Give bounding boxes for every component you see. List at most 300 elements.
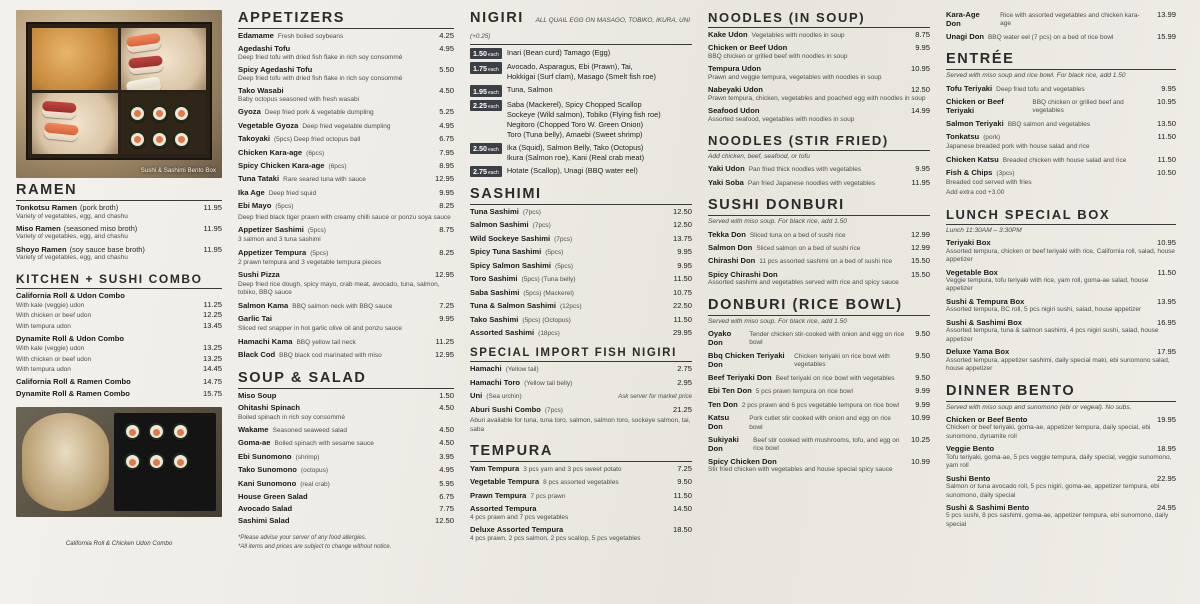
item-price: 12.25 [202, 310, 222, 320]
item-price: 14.45 [202, 364, 222, 373]
section-sushi-donburi [708, 197, 930, 287]
tempura-heading: TEMPURA [470, 443, 692, 462]
menu-item [470, 504, 692, 522]
item-subtitle: (pork broth) [80, 203, 119, 212]
item-price: 11.95 [203, 223, 222, 233]
item-name: Saba Sashimi [470, 287, 520, 297]
item-name: Tako Sashimi [470, 314, 519, 324]
item-name: Wakame [238, 425, 269, 434]
menu-item [708, 30, 930, 40]
menu-item [470, 315, 692, 325]
donburi-heading: DONBURI (RICE BOWL) [708, 297, 930, 316]
menu-item [470, 207, 692, 217]
menu-item [946, 132, 1176, 151]
menu-item [238, 301, 454, 311]
item-name: Assorted Sashimi [470, 327, 535, 337]
menu-item [946, 415, 1176, 441]
menu-item [946, 347, 1176, 373]
sushi-donburi-note: Served with miso soup. For black rice, add 1.50 [708, 218, 847, 226]
dinner-note: Served with miso soup and sunomono (ebi or vegeal). No subs. [946, 403, 1132, 411]
udon-bowl [22, 413, 109, 511]
item-price: 18.50 [672, 525, 692, 535]
sashimi-heading: SASHIMI [470, 186, 692, 205]
item-price: 11.95 [911, 177, 930, 187]
menu-item [470, 405, 692, 415]
item-name: Kara-Age Don [946, 10, 980, 28]
item-subtitle: (soy sauce base broth) [69, 244, 145, 254]
menu-item [238, 504, 454, 513]
nigiri-price-unit: each [488, 169, 499, 176]
item-description: BBQ salmon neck with BBQ sauce [292, 302, 393, 310]
section-special-import-nigiri [470, 347, 692, 434]
menu-item [238, 465, 454, 475]
item-description: Assorted tempura, tuna & salmon sashimi, 4 pcs nigiri sushi, salad, house appetizer [946, 327, 1159, 343]
item-name: Chicken Kara-age [238, 147, 303, 157]
item-name: Kani Sunomono [238, 478, 297, 488]
item-option-label: With chicken or beef udon [16, 355, 92, 363]
item-name: Assorted Tempura [470, 504, 537, 514]
section-noodles-soup [708, 10, 930, 124]
item-description: Beef teriyaki on rice bowl with vegetables [775, 374, 895, 382]
item-name: Beef Teriyaki Don [708, 372, 772, 382]
item-description: (5pcs) [555, 262, 574, 270]
menu-item [238, 121, 454, 131]
menu-item [238, 325, 454, 333]
nigiri-item-list [507, 48, 692, 58]
nigiri-item-line: Ikura (Salmon roe), Kani (Real crab meat) [506, 152, 645, 162]
item-option-label: With tempura udon [16, 366, 71, 373]
item-name: Shoyo Ramen [16, 244, 67, 254]
item-price: 13.50 [1156, 118, 1176, 128]
column-appetizers [230, 10, 462, 596]
item-name: Teriyaki Box [946, 238, 991, 248]
nigiri-price-group [470, 100, 692, 140]
nigiri-price-badge: 1.50each [470, 48, 502, 59]
menu-item [470, 464, 692, 474]
item-price: 11.95 [203, 203, 222, 212]
item-name: Tonkotsu Ramen [16, 203, 78, 212]
item-description: Rice with assorted vegetables and chicken kara-age [1000, 12, 1140, 28]
item-name: Yaki Soba [708, 177, 744, 187]
item-price: 9.95 [677, 247, 692, 257]
nigiri-price-badge: 1.75each [470, 62, 502, 73]
item-description: Sliced red snapper in hot garlic olive oil and ponzu sauce [238, 325, 403, 333]
item-description: Assorted seafood, vegetables with noodles in soup [708, 115, 855, 123]
item-description: Deep fried squid [268, 189, 317, 197]
item-description: BBQ chicken or grilled beef and vegetables [1032, 98, 1124, 115]
item-name: Hamachi Toro [470, 377, 521, 387]
item-price: 4.50 [439, 86, 454, 96]
item-name: Deluxe Assorted Tempura [470, 525, 564, 535]
tempura-compartment [32, 28, 118, 90]
section-appetizers [238, 10, 454, 361]
section-ramen [16, 182, 222, 263]
bento-compartments [26, 22, 212, 160]
item-price: 22.95 [1156, 473, 1176, 483]
item-description: Chicken teriyaki on rice bowl with vegetables [794, 352, 890, 369]
item-price: 8.25 [439, 201, 454, 211]
item-name: Salmon Teriyaki [946, 118, 1004, 128]
item-description: (5pcs) [275, 203, 294, 211]
item-price: 12.50 [672, 207, 692, 216]
item-subdescription: Breaded cod served with fries [946, 179, 1032, 187]
item-name: Sashimi Salad [238, 516, 290, 526]
menu-item [238, 403, 454, 412]
menu-item [708, 230, 930, 240]
menu-item [470, 378, 692, 388]
menu-item [708, 64, 930, 82]
menu-item [946, 168, 1176, 187]
item-name: Ika Age [238, 187, 265, 197]
item-price: 4.95 [439, 465, 454, 475]
nigiri-item-list [507, 166, 692, 176]
item-price: 11.50 [673, 274, 692, 284]
item-description: Baby octopus seasoned with fresh wasabi [238, 95, 360, 103]
item-name: Edamame [238, 31, 274, 40]
item-name: Tuna & Salmon Sashimi [470, 301, 556, 311]
section-kitchen-sushi-combo [16, 272, 222, 399]
menu-item [238, 44, 454, 62]
menu-item [946, 318, 1176, 344]
menu-item [238, 438, 454, 448]
menu-item [470, 477, 692, 487]
menu-item [16, 203, 222, 221]
item-price: 15.50 [910, 256, 930, 266]
import-heading: SPECIAL IMPORT FISH NIGIRI [470, 347, 692, 362]
sashimi-compartment [32, 93, 118, 155]
item-description: Deep fried vegetable dumpling [302, 122, 391, 130]
menu-item [238, 281, 454, 298]
item-description: (7pcs) [554, 235, 573, 243]
item-name: Vegetable Box [946, 267, 998, 277]
item-name: California Roll & Ramen Combo [16, 377, 131, 387]
item-name: Salmon Sashimi [470, 220, 529, 230]
menu-item [946, 189, 1176, 197]
item-option-label: With tempura udon [16, 322, 71, 330]
item-price: 4.95 [439, 44, 454, 54]
item-description: Sliced salmon on a bed of sushi rice [756, 244, 861, 252]
item-price: 7.25 [439, 300, 454, 310]
item-price: 4.50 [439, 425, 454, 434]
item-name: Fish & Chips [946, 168, 993, 178]
menu-item [946, 238, 1176, 264]
item-price: 11.25 [203, 299, 222, 309]
item-name: Tonkatsu [946, 132, 980, 142]
menu-item [238, 314, 454, 323]
item-price: 13.75 [672, 233, 692, 243]
item-price: 8.95 [439, 161, 454, 170]
section-entree [946, 51, 1176, 198]
item-name: Takoyaki [238, 134, 270, 144]
item-price: 11.50 [1157, 267, 1176, 277]
item-description: Assorted tempura, appetizer sashimi, daily special maki, ebi sunomono salad, house appetizer [946, 356, 1170, 373]
item-description: BBQ water eel (7 pcs) on a bed of rice bowl [987, 33, 1114, 41]
nigiri-price-group [470, 143, 692, 163]
nigiri-price-group [470, 166, 692, 177]
item-description: (5pcs) Deep fried octopus ball [273, 136, 361, 144]
item-name: Chirashi Don [708, 256, 756, 266]
bento-box-photo [16, 10, 222, 178]
menu-item [708, 435, 930, 454]
item-description: Prawn tempura, chicken, vegetables and poached egg with noodles in soup [708, 94, 926, 102]
item-name: Dynamite Roll & Udon Combo [16, 334, 124, 344]
item-price: 15.50 [910, 269, 930, 279]
column-photos-ramen [8, 10, 230, 596]
item-description: BBQ black cod marinated with miso [279, 352, 382, 360]
menu-item [238, 214, 454, 222]
item-name: Sushi & Tempura Box [946, 296, 1025, 306]
section-donburi [708, 297, 930, 475]
item-description: Boiled spinach in rich soy consommé [238, 413, 345, 421]
item-description: (5pcs) [545, 249, 564, 257]
item-name: Tako Sunomono [238, 465, 297, 475]
item-price: 12.50 [672, 220, 692, 230]
item-description: Seasoned seaweed salad [272, 427, 347, 434]
nigiri-item-line: Avocado, Asparagus, Ebi (Prawn), Tai, [506, 62, 633, 72]
item-description: (real crab) [300, 480, 330, 488]
item-name: Miso Soup [238, 390, 277, 400]
bento-photo-caption: Sushi & Sashimi Bento Box [140, 167, 216, 174]
column-noodles-donburi [700, 10, 938, 596]
item-description: (shrimp) [295, 453, 320, 461]
item-price: 6.75 [439, 134, 454, 144]
item-price: 29.95 [672, 327, 692, 337]
menu-item [708, 351, 930, 370]
item-name: Spicy Salmon Sashimi [470, 260, 552, 270]
menu-item [708, 329, 930, 348]
item-price: 10.95 [910, 64, 930, 74]
nigiri-item-line: Tuna, Salmon [506, 85, 553, 95]
item-price: 9.99 [915, 399, 930, 409]
noodles-stir-note: Add chicken, beef, seafood, or tofu [708, 153, 810, 161]
appetizers-heading: APPETIZERS [238, 10, 454, 29]
item-name: Sushi Pizza [238, 269, 280, 279]
item-description: Assorted tempura, BC roll, 5 pcs nigiri sushi, salad, house appetizer [946, 306, 1142, 314]
item-description: (3pcs) [996, 170, 1015, 178]
item-description: Variety of vegetables, egg, and chashu [16, 233, 128, 241]
item-name: Hamachi [470, 364, 502, 374]
item-name: House Green Salad [238, 492, 308, 502]
menu-item [946, 32, 1176, 42]
item-name: Unagi Don [946, 31, 984, 41]
menu-item [238, 425, 454, 435]
nigiri-price-unit: each [488, 52, 499, 59]
item-description: Aburi available for tuna, tuna toro, salmon, salmon toro, sockeye salmon, tai, saba [470, 417, 691, 433]
menu-item [708, 256, 930, 266]
item-description: Veggie tempura, tofu teriyaki with rice, yam roll, goma-ae salad, house appetizer [946, 277, 1149, 293]
item-price: 12.95 [434, 174, 454, 184]
item-name: Dynamite Roll & Ramen Combo [16, 389, 130, 399]
item-description: Add extra cod +3.00 [946, 189, 1005, 197]
item-name: Ebi Ten Don [708, 386, 752, 396]
item-price: 1.50 [439, 390, 454, 400]
menu-item [238, 337, 454, 347]
item-description: (Yellow tail) [505, 366, 539, 374]
menu-item [946, 297, 1176, 315]
item-price: 14.50 [672, 504, 692, 514]
item-description: Pork cutlet stir cooked with onion and egg on rice bowl [749, 415, 891, 431]
item-description: Pan fried Japanese noodles with vegetables [747, 179, 876, 187]
nigiri-price-badge: 2.75each [470, 166, 502, 177]
nigiri-price-group [470, 62, 692, 82]
item-price: 11.25 [435, 336, 454, 346]
menu-item [470, 491, 692, 501]
item-name: Toro Sashimi [470, 274, 518, 284]
item-price: 10.95 [1156, 96, 1176, 106]
item-price: 7.75 [439, 504, 454, 514]
menu-item [470, 274, 692, 284]
item-name: Agedashi Tofu [238, 44, 291, 54]
menu-item [238, 188, 454, 198]
menu-item [708, 413, 930, 432]
item-description: (12pcs) [559, 303, 582, 311]
menu-item [708, 85, 930, 103]
menu-item [470, 220, 692, 230]
item-price: 12.50 [434, 516, 454, 526]
item-price: 12.99 [910, 229, 930, 239]
item-name: Vegetable Gyoza [238, 120, 299, 130]
menu-item [238, 148, 454, 158]
item-name: Deluxe Yama Box [946, 347, 1010, 357]
nigiri-item-list [507, 143, 692, 163]
item-name: Goma-ae [238, 438, 271, 448]
menu-item [708, 164, 930, 174]
menu-item [946, 155, 1176, 165]
item-price: 13.95 [1156, 296, 1176, 306]
item-name: Garlic Tai [238, 314, 273, 324]
item-description: Assorted sashimi and vegetables served with rice and spicy sauce [708, 279, 899, 287]
roll-compartment [121, 93, 207, 155]
menu-item [946, 268, 1176, 294]
item-name: Spicy Tuna Sashimi [470, 247, 542, 257]
menu-item [708, 178, 930, 188]
item-description: Stir fried chicken with vegetables and house special spicy sauce [708, 466, 893, 474]
item-subdescription: Japanese breaded pork with house salad and rice [946, 143, 1090, 151]
item-price: 10.75 [672, 287, 692, 297]
menu-item [238, 65, 454, 83]
item-name: Prawn Tempura [470, 490, 527, 500]
menu-item [708, 400, 930, 410]
item-description: (5pcs) [310, 249, 329, 257]
item-price: 11.50 [673, 490, 692, 500]
item-name: Oyako Don [708, 329, 732, 348]
section-nigiri [470, 10, 692, 177]
item-description: Rare seared tuna with sauce [283, 176, 366, 184]
item-description: Sliced tuna on a bed of sushi rice [749, 231, 846, 239]
section-tempura [470, 443, 692, 543]
item-name: Chicken or Beef Udon [708, 43, 788, 53]
item-description: Pan fried thick noodles with vegetables [748, 166, 862, 174]
item-description: 5 pcs prawn tempura on rice bowl [755, 388, 853, 396]
item-description: Tofu teriyaki, goma-ae, 5 pcs veggie tempura, daily special, veggie sunomono, yam roll [946, 453, 1172, 470]
item-description: Deep fried tofu with dried fish flake in rich soy consommé [238, 53, 403, 61]
item-description: Chicken or beef teriyaki, goma-ae, appetizer tempura, daily special, ebi sunomono, dynamite roll [946, 424, 1151, 440]
item-description: (5pcs) (Tuna belly) [521, 276, 576, 284]
item-name: Yam Tempura [470, 464, 520, 473]
item-price: 14.75 [202, 377, 222, 387]
item-name: Chicken or Beef Teriyaki [946, 96, 1004, 115]
item-name: Chicken Katsu [946, 154, 999, 164]
item-description: Tender chicken stir-cooked with onion and egg on rice bowl [749, 331, 905, 347]
item-price: 13.25 [202, 343, 222, 353]
item-price: 12.95 [434, 350, 454, 360]
donburi-note: Served with miso soup. For black rice, add 1.50 [708, 317, 847, 325]
menu-item [238, 174, 454, 184]
item-name: Tako Wasabi [238, 86, 284, 96]
menu-item [238, 248, 454, 267]
item-description: (6pcs) [328, 163, 347, 170]
item-description: 2 pcs prawn and 6 pcs vegetable tempura on rice bowl [741, 401, 899, 409]
item-price: 7.25 [677, 464, 692, 473]
nigiri-heading: NIGIRI ALL QUAIL EGG ON MASAGO, TOBIKO, IKURA, UNI (+0.25) [470, 10, 692, 45]
menu-item [708, 106, 930, 124]
item-price: 13.45 [202, 320, 222, 330]
item-name: Sushi Bento [946, 473, 991, 483]
item-price: 11.50 [673, 314, 692, 324]
item-name: Vegetable Tempura [470, 477, 540, 487]
item-description: Variety of vegetables, egg, and chashu [16, 212, 128, 220]
item-name: Ebi Mayo [238, 201, 272, 211]
column-nigiri-sashimi [462, 10, 700, 596]
item-description: 11 pcs assorted sashimi on a bed of sushi rice [759, 258, 893, 266]
item-description: Assorted tempura, chicken or beef teriyaki with rice, California roll, salad, house appetizer [946, 247, 1176, 264]
item-description: Breaded chicken with house salad and rice [1002, 156, 1127, 164]
menu-item [708, 243, 930, 253]
roll-plate [114, 413, 217, 511]
menu-item [708, 43, 930, 61]
item-price: 16.95 [1156, 317, 1176, 327]
nigiri-price-group [470, 85, 692, 96]
item-description: Variety of vegetables, egg, and chashu [16, 254, 128, 262]
item-name: Hamachi Kama [238, 336, 293, 346]
menu-item [946, 444, 1176, 470]
item-description: Boiled spinach with sesame sauce [274, 440, 374, 448]
item-name: Wild Sockeye Sashimi [470, 233, 551, 243]
section-dinner-bento [946, 383, 1176, 530]
item-description: (7pcs) [532, 222, 551, 230]
menu-item [238, 225, 454, 244]
item-price: 5.95 [439, 478, 454, 488]
item-name: Spicy Agedashi Tofu [238, 65, 313, 75]
dinner-heading: DINNER BENTO [946, 383, 1176, 402]
item-price: 10.50 [1156, 168, 1176, 178]
item-description: (7pcs) [544, 406, 563, 414]
item-name: Kake Udon [708, 30, 748, 39]
item-name: Sushi & Sashimi Bento [946, 502, 1030, 512]
item-name: Sukiyaki Don [708, 434, 739, 453]
item-price: 12.99 [910, 242, 930, 252]
item-description: 4 pcs prawn and 7 pcs vegetables [470, 513, 569, 521]
item-price: 6.75 [439, 492, 454, 502]
item-description: (7pcs) [522, 209, 541, 216]
menu-item [16, 291, 222, 331]
menu-item [470, 288, 692, 298]
column-entree-bento [938, 10, 1184, 596]
menu-item [238, 161, 454, 171]
item-description: Beef stir cooked with mushrooms, tofu, and egg on rice bowl [753, 436, 900, 453]
lunch-note: Lunch 11:30AM – 3:30PM [946, 226, 1022, 234]
nigiri-price-unit: each [488, 103, 499, 110]
item-name: Yaki Udon [708, 164, 745, 174]
section-lunch-special-box [946, 207, 1176, 374]
item-price: 19.95 [1156, 414, 1176, 424]
nigiri-item-line: Negitoro (Chopped Toro W. Green Onion) [506, 119, 644, 129]
item-description: (pork) [983, 134, 1001, 142]
item-name: Black Cod [238, 350, 276, 360]
nigiri-item-line: Saba (Mackerel), Spicy Chopped Scallop [506, 99, 642, 109]
nigiri-compartment [121, 28, 207, 90]
nigiri-price-badge: 1.95each [470, 85, 502, 96]
